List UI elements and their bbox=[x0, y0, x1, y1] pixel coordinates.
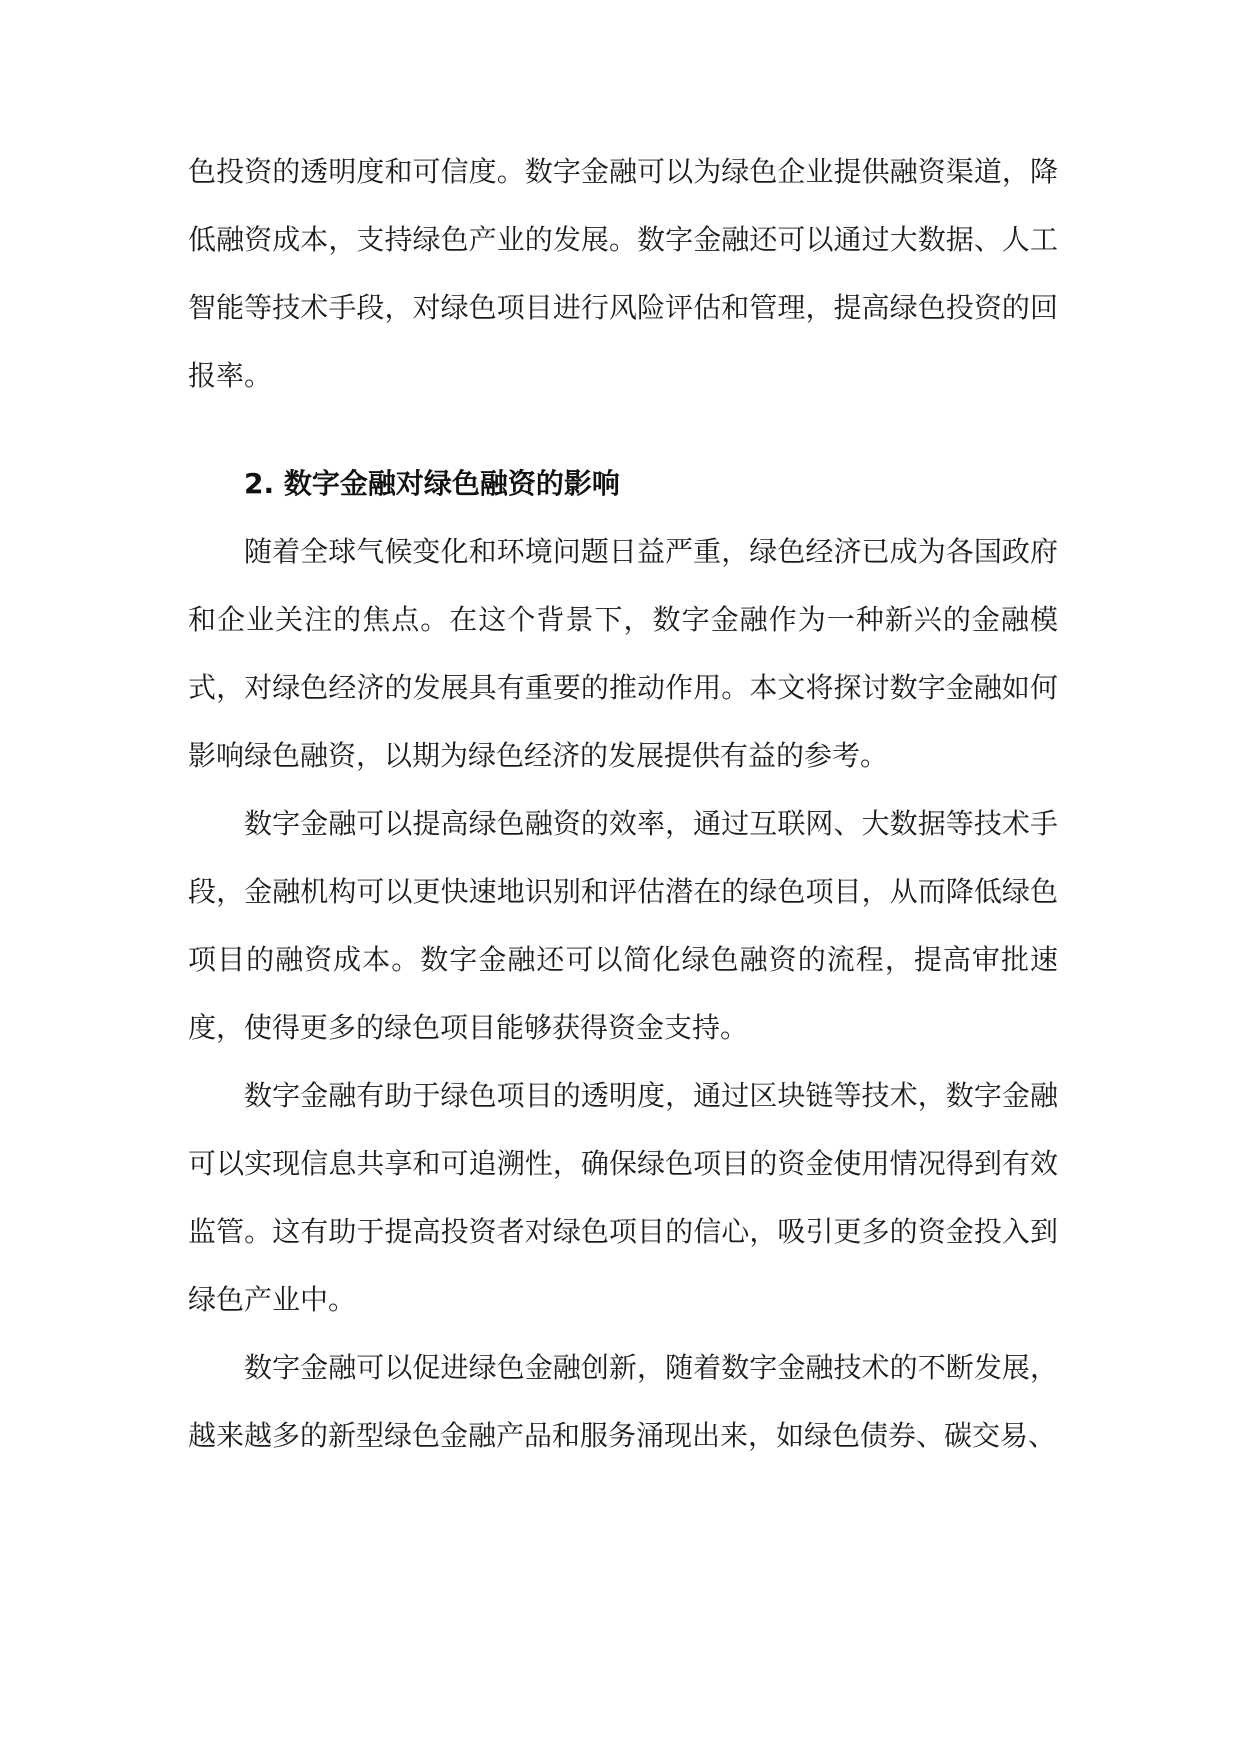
paragraph: 数字金融可以促进绿色金融创新，随着数字金融技术的不断发展，越来越多的新型绿色金融产品和服务涌现出来，如绿色债券、碳交易、 bbox=[188, 1351, 1058, 1452]
paragraph-continued: 色投资的透明度和可信度。数字金融可以为绿色企业提供融资渠道，降低融资成本，支持绿色产业的发展。数字金融还可以通过大数据、人工智能等技术手段，对绿色项目进行风险评估和管理，提高绿色投资的回报率。 bbox=[188, 155, 1058, 392]
paragraph: 随着全球气候变化和环境问题日益严重，绿色经济已成为各国政府和企业关注的焦点。在这个背景下，数字金融作为一种新兴的金融模式，对绿色经济的发展具有重要的推动作用。本文将探讨数字金融如何影响绿色融资，以期为绿色经济的发展提供有益的参考。 bbox=[188, 535, 1058, 772]
section-heading: 2. 数字金融对绿色融资的影响 bbox=[244, 467, 620, 500]
document-body bbox=[188, 138, 1058, 1470]
paragraph: 数字金融可以提高绿色融资的效率，通过互联网、大数据等技术手段，金融机构可以更快速地识别和评估潜在的绿色项目，从而降低绿色项目的融资成本。数字金融还可以简化绿色融资的流程，提高审批速度，使得更多的绿色项目能够获得资金支持。 bbox=[188, 807, 1058, 1044]
paragraph: 数字金融有助于绿色项目的透明度，通过区块链等技术，数字金融可以实现信息共享和可追溯性，确保绿色项目的资金使用情况得到有效监管。这有助于提高投资者对绿色项目的信心，吸引更多的资金投入到绿色产业中。 bbox=[188, 1079, 1058, 1316]
